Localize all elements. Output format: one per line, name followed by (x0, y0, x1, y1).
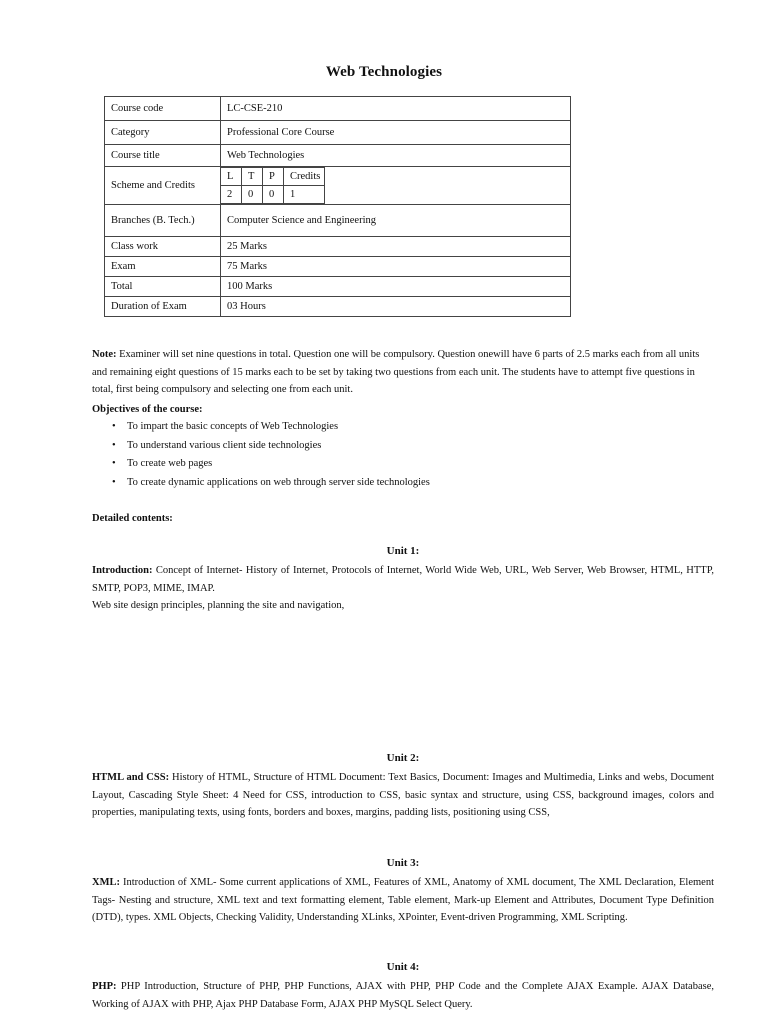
category-value: Professional Core Course (221, 121, 571, 145)
credits-header-l: L (221, 168, 242, 186)
scheme-cell (221, 167, 571, 205)
credits-table (220, 167, 325, 204)
unit-2-title: Unit 2: (386, 752, 420, 764)
credits-header-row (221, 168, 325, 186)
note-text: Examiner will set nine questions in total. Question one will be compulsory. Question onewill have 6 parts of 2.5 marks each from all units and remaining eight questions of 15 marks each to be set by taking two questions from each unit. The students have to attempt five questions in total, first being compulsory and selecting one from each unit. (92, 349, 700, 395)
credits-value-p: 0 (263, 186, 284, 204)
row-class-work (105, 237, 571, 257)
row-branches (105, 205, 571, 237)
unit-1-text: Concept of Internet- History of Internet, Protocols of Internet, World Wide Web, URL, Web Server, Web Browser, HTML, HTTP, SMTP, POP3, MIME, IMAP. (92, 565, 714, 594)
objectives-heading: Objectives of the course: (92, 404, 203, 415)
class-work-value: 25 Marks (221, 237, 571, 257)
branches-label: Branches (B. Tech.) (105, 205, 221, 237)
list-item: • To create web pages (92, 455, 430, 474)
row-course-code (105, 97, 571, 121)
unit-2-text: History of HTML, Structure of HTML Document: Text Basics, Document: Images and Multimedia, Links and webs, Document Layout, Cascading Style Sheet: 4 Need for CSS, introduction to CSS, basic syntax and structure, using CSS, background images, colors and properties, manipulating texts, using fonts, borders and boxes, margins, padding lists, positioning using CSS, (92, 772, 714, 818)
credits-header-credits: Credits (284, 168, 325, 186)
class-work-label: Class work (105, 237, 221, 257)
row-course-title (105, 145, 571, 167)
bullet-icon: • (112, 458, 116, 469)
unit-1-topic: Introduction: (92, 565, 153, 576)
bullet-icon: • (112, 476, 116, 488)
duration-label: Duration of Exam (105, 297, 221, 317)
unit-4-title: Unit 4: (386, 961, 420, 973)
list-item: • To impart the basic concepts of Web Technologies (92, 418, 430, 437)
unit-4-content (92, 978, 714, 1013)
page-title: Web Technologies (325, 64, 443, 80)
list-item: • To understand various client side technologies (92, 437, 430, 456)
exam-label: Exam (105, 257, 221, 277)
unit-1-title: Unit 1: (386, 545, 420, 557)
unit-3-topic: XML: (92, 877, 120, 888)
bullet-icon: • (112, 421, 116, 432)
list-item: • To create dynamic applications on web through server side technologies (92, 474, 430, 493)
note-label: Note: (92, 349, 117, 360)
course-title-label: Course title (105, 145, 221, 167)
credits-value-t: 0 (242, 186, 263, 204)
row-duration (105, 297, 571, 317)
unit-2-topic: HTML and CSS: (92, 772, 170, 783)
credits-header-t: T (242, 168, 263, 186)
branches-value: Computer Science and Engineering (221, 205, 571, 237)
category-label: Category (105, 121, 221, 145)
credits-value-credits: 1 (284, 186, 325, 204)
unit-1-content (92, 562, 714, 597)
row-total (105, 277, 571, 297)
scheme-label: Scheme and Credits (105, 167, 221, 205)
total-value: 100 Marks (221, 277, 571, 297)
total-label: Total (105, 277, 221, 297)
row-scheme (105, 167, 571, 205)
row-category (105, 121, 571, 145)
credits-header-p: P (263, 168, 284, 186)
course-code-label: Course code (105, 97, 221, 121)
row-exam (105, 257, 571, 277)
credits-value-l: 2 (221, 186, 242, 204)
exam-value: 75 Marks (221, 257, 571, 277)
unit-3-text: Introduction of XML- Some current applications of XML, Features of XML, Anatomy of XML document, The XML Declaration, Element Tags- Nesting and structure, XML text and text formatting element, Table element, Mark-up Element and Attributes, Document Type Definition (DTD), types. XML Objects, Checking Validity, Understanding XLinks, XPointer, Event-driven Programming, XML Scripting. (92, 877, 714, 923)
unit-2-content (92, 769, 714, 822)
unit-1-extra: Web site design principles, planning the site and navigation, (92, 600, 345, 611)
credits-value-row (221, 186, 325, 204)
exam-note (92, 346, 714, 399)
unit-3-title: Unit 3: (386, 857, 420, 869)
objectives-list (92, 418, 430, 492)
course-code-value: LC-CSE-210 (221, 97, 571, 121)
course-title-value: Web Technologies (221, 145, 571, 167)
duration-value: 03 Hours (221, 297, 571, 317)
unit-4-text: PHP Introduction, Structure of PHP, PHP Functions, AJAX with PHP, PHP Code and the Complete AJAX Example. AJAX Database, Working of AJAX with PHP, Ajax PHP Database Form, AJAX PHP MySQL Select Query. (92, 981, 714, 1010)
unit-4-topic: PHP: (92, 981, 117, 992)
unit-3-content (92, 874, 714, 927)
detailed-contents-heading: Detailed contents: (92, 513, 173, 524)
course-info-table (104, 96, 571, 317)
bullet-icon: • (112, 439, 116, 451)
